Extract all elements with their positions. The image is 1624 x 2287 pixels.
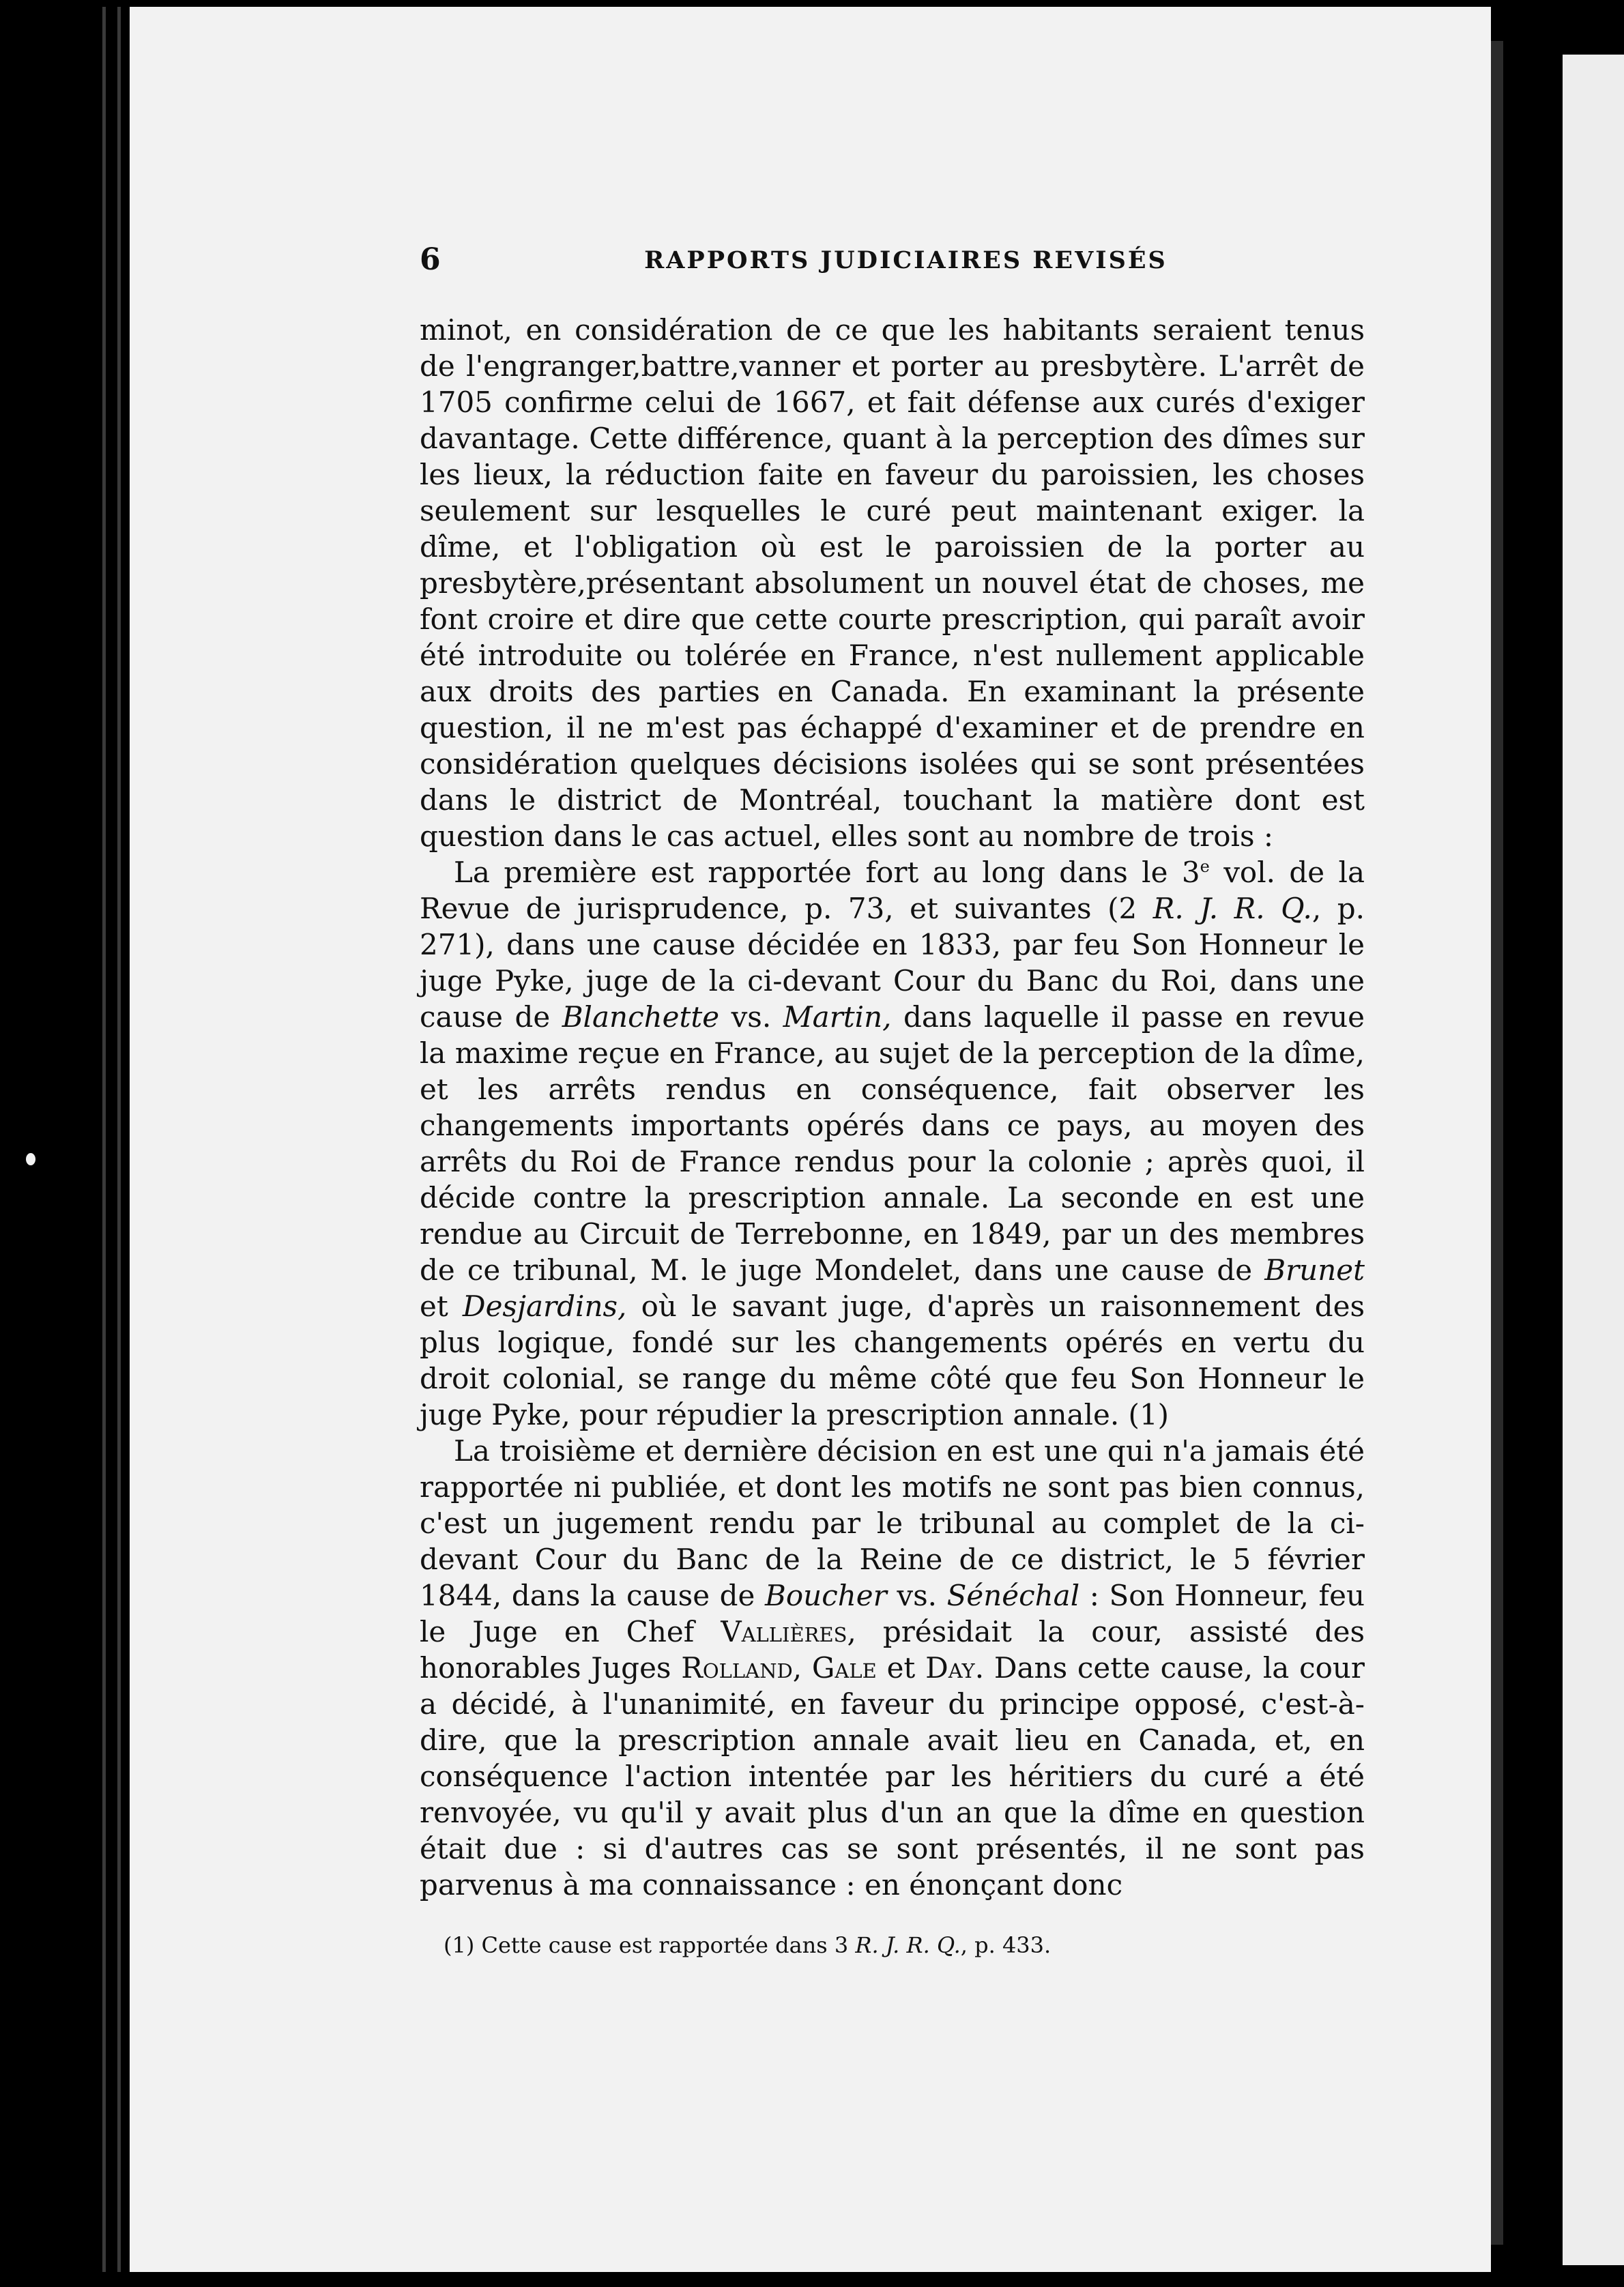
- judge-name: Rolland: [681, 1651, 793, 1685]
- judge-name: Gale: [811, 1651, 877, 1685]
- paragraph-3: La troisième et dernière décision en est une qui n'a jamais été rapportée ni publiée, et dont les motifs ne sont pas bien connus, c'est un jugement rendu par le tribunal au complet de la ci-devant Cour du Banc de la Reine de ce district, le 5 février 1844, dans la cause de Boucher vs. Sénéchal : Son Honneur, feu le Juge en Chef Vallières, présidait la cour, assisté des honorables Juges Rolland, Gale et Day. Dans cette cause, la cour a décidé, à l'unanimité, en faveur du principe opposé, c'est-à-dire, que la prescription annale avait lieu en Canada, et, en conséquence l'action intentée par les héritiers du curé a été renvoyée, vu qu'il y avait plus d'un an que la dîme en question était due : si d'autres cas se sont présentés, il ne sont pas parvenus à ma connaissance : en énonçant donc: [420, 1434, 1365, 1902]
- case-name: Blanchette: [562, 1000, 720, 1034]
- footnote: (1) Cette cause est rapportée dans 3 R. J. R. Q., p. 433.: [444, 1932, 1052, 1958]
- case-name: Boucher: [765, 1579, 887, 1612]
- page-content: [420, 242, 1365, 1959]
- paragraph-1: minot, en considération de ce que les habitants seraient tenus de l'engranger,battre,vanner et porter au presbytère. L'arrêt de 1705 confirme celui de 1667, et fait défense aux curés d'exiger davantage. Cette différence, quant à la perception des dîmes sur les lieux, la réduction faite en faveur du paroissien, les choses seulement sur lesquelles le curé peut maintenant exiger. la dîme, et l'obligation où est le paroissien de la porter au presbytère,présentant absolument un nouvel état de choses, me font croire et dire que cette courte prescription, qui paraît avoir été introduite ou tolérée en France, n'est nullement applicable aux droits des parties en Canada. En examinant la présente question, il ne m'est pas échappé d'examiner et de prendre en considération quelques décisions isolées qui se sont présentées dans le district de Montréal, touchant la matière dont est question dans le cas actuel, elles sont au nombre de trois :: [420, 313, 1365, 853]
- adjacent-page-strip: [1563, 55, 1624, 2265]
- binding-edge-line: [117, 7, 121, 2272]
- case-name: Sénéchal: [946, 1579, 1080, 1612]
- superscript: e: [1200, 857, 1210, 876]
- case-name: Brunet: [1264, 1253, 1365, 1287]
- binding-edge-line: [102, 7, 106, 2272]
- case-name: Desjardins,: [462, 1290, 627, 1323]
- page-number: 6: [420, 242, 441, 277]
- judge-name: Day: [925, 1651, 975, 1685]
- running-title: RAPPORTS JUDICIAIRES REVISÉS: [644, 246, 1168, 274]
- scan-speck: [26, 1153, 35, 1165]
- running-head: [420, 242, 1365, 283]
- paragraph-2: La première est rapportée fort au long dans le 3e vol. de la Revue de jurisprudence, p. 73, et suivantes (2 R. J. R. Q., p. 271), dans une cause décidée en 1833, par feu Son Honneur le juge Pyke, juge de la ci-devant Cour du Banc du Roi, dans une cause de Blanchette vs. Martin, dans laquelle il passe en revue la maxime reçue en France, au sujet de la perception de la dîme, et les arrêts rendus en conséquence, fait observer les changements importants opérés dans ce pays, au moyen des arrêts du Roi de France rendus pour la colonie ; après quoi, il décide contre la prescription annale. La seconde en est une rendue au Circuit de Terrebonne, en 1849, par un des membres de ce tribunal, M. le juge Mondelet, dans une cause de Brunet et Desjardins, où le savant juge, d'après un raisonnement des plus logique, fondé sur les changements opérés en vertu du droit colonial, se range du même côté que feu Son Honneur le juge Pyke, pour répudier la prescription annale. (1): [420, 856, 1365, 1431]
- case-name: Martin,: [783, 1000, 892, 1034]
- page-edge-shadow: [1491, 41, 1503, 2245]
- judge-name: Vallières: [721, 1615, 847, 1648]
